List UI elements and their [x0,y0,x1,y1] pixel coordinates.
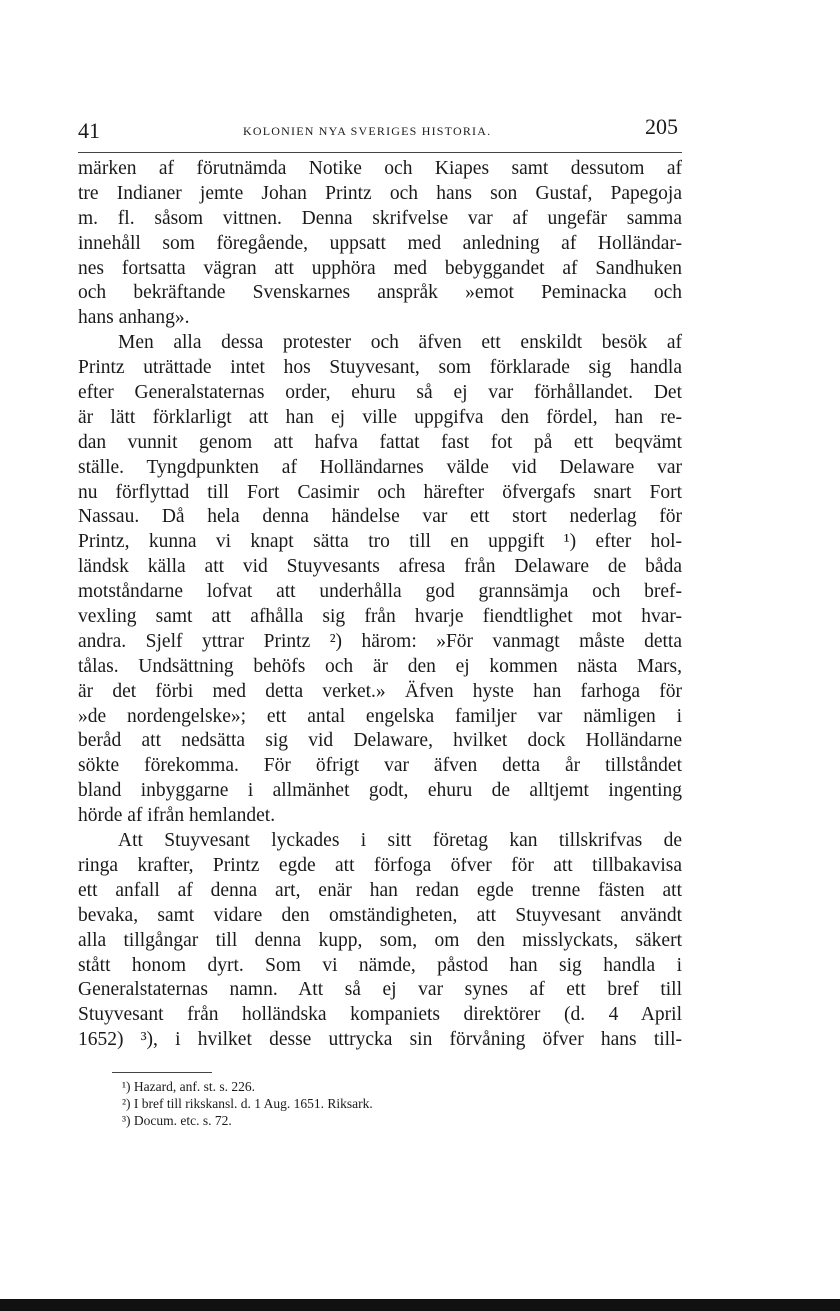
text-line: vexling samt att afhålla sig från hvarje fiendtlighet mot hvar- [78,606,682,628]
text-line: är det förbi med detta verket.» Äfven hyste han farhoga för [78,680,682,702]
text-line: ställe. Tyngdpunkten af Holländarnes välde vid Delaware var [78,456,682,478]
text-line: innehåll som föregående, uppsatt med anledning af Holländar- [78,232,682,254]
text-line: Generalstaternas namn. Att så ej var synes af ett bref till [78,979,682,1001]
header-rule [78,152,682,153]
text-line: är lätt förklarligt att han ej ville uppgifva den fördel, han re- [78,406,682,428]
text-line: Men alla dessa protester och äfven ett enskildt besök af [118,332,682,354]
page-header [78,114,678,144]
text-line: andra. Sjelf yttrar Printz ²) härom: »För vanmagt måste detta [78,630,682,652]
text-line: ländsk källa att vid Stuyvesants afresa från Delaware de båda [78,556,682,578]
text-line: märken af förutnämda Notike och Kiapes samt dessutom af [78,158,682,179]
text-line: tålas. Undsättning behöfs och är den ej kommen nästa Mars, [78,655,682,677]
text-line: ringa krafter, Printz egde att förfoga öfver för att tillbakavisa [78,854,682,876]
text-line: 1652) ³), i hvilket desse uttrycka sin förvåning öfver hans till- [78,1029,682,1051]
text-line: dan vunnit genom att hafva fattat fast fot på ett beqvämt [78,431,682,453]
text-line: »de nordengelske»; ett antal engelska familjer var nämligen i [78,705,682,727]
text-line: Printz, kunna vi knapt sätta tro till en uppgift ¹) efter hol- [78,531,682,553]
text-line: efter Generalstaternas order, ehuru så ej var förhållandet. Det [78,382,682,404]
text-line: Att Stuyvesant lyckades i sitt företag kan tillskrifvas de [118,830,682,852]
text-line: stått honom dyrt. Som vi nämde, påstod han sig handla i [78,954,682,976]
text-line: ett anfall af denna art, enär han redan egde trenne fästen att [78,879,682,901]
footnote: ¹) Hazard, anf. st. s. 226. [122,1079,256,1094]
text-line: tre Indianer jemte Johan Printz och hans son Gustaf, Papegoja [78,182,682,204]
footnote: ³) Docum. etc. s. 72. [122,1113,232,1128]
text-line: Printz uträttade intet hos Stuyvesant, som förklarade sig handla [78,357,682,379]
page-number: 205 [645,114,678,139]
text-line: sökte förekomma. För öfrigt var äfven detta år tillståndet [78,755,682,777]
header-left-number: 41 [78,118,100,143]
text-line: bland inbyggarne i allmänhet godt, ehuru de alltjemt ingenting [78,780,682,802]
text-line: och bekräftande Svenskarnes anspråk »emot Peminacka och [78,282,682,304]
text-line: motståndarne lofvat att underhålla god grannsämja och bref- [78,581,682,603]
footnotes [122,1078,622,1129]
footnote: ²) I bref till rikskansl. d. 1 Aug. 1651. Riksark. [122,1096,373,1111]
text-line: Stuyvesant från holländska kompaniets direktörer (d. 4 April [78,1004,682,1026]
text-line: alla tillgångar till denna kupp, som, om den misslyckats, säkert [78,929,682,951]
body-text [78,157,682,1053]
scan-edge [0,1299,840,1311]
text-line: nu förflyttad till Fort Casimir och härefter öfvergafs snart Fort [78,481,682,503]
text-line: nes fortsatta vägran att upphöra med bebyggandet af Sandhuken [78,257,682,279]
text-line: m. fl. såsom vittnen. Denna skrifvelse var af ungefär samma [78,207,682,229]
text-line: hörde af ifrån hemlandet. [78,805,276,827]
footnote-rule [112,1072,212,1073]
text-line: Nassau. Då hela denna händelse var ett stort nederlag för [78,506,682,528]
text-line: hans anhang». [78,307,190,329]
text-line: bevaka, samt vidare den omständigheten, att Stuyvesant användt [78,904,682,926]
running-title: KOLONIEN NYA SVERIGES HISTORIA. [243,124,492,138]
text-line: beråd att nedsätta sig vid Delaware, hvilket dock Holländarne [78,730,682,752]
